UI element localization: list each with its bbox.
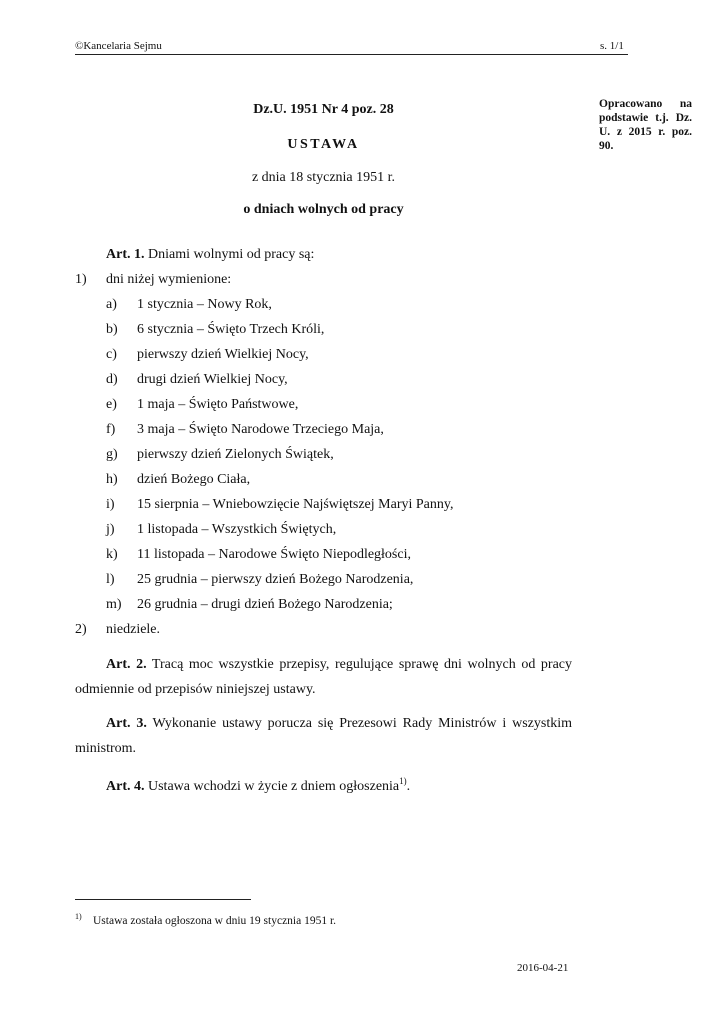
list-item-letter: c) xyxy=(106,347,117,362)
point-1-number: 1) xyxy=(75,272,87,287)
header-source: ©Kancelaria Sejmu xyxy=(75,40,162,52)
act-subject: o dniach wolnych od pracy xyxy=(243,202,404,217)
list-item-letter: e) xyxy=(106,397,117,412)
article-1-heading xyxy=(106,247,314,263)
footnote-text: Ustawa została ogłoszona w dniu 19 stycznia 1951 r. xyxy=(93,915,337,927)
list-item-letter: g) xyxy=(106,447,118,462)
list-item-text: 3 maja – Święto Narodowe Trzeciego Maja, xyxy=(137,422,384,437)
article-1-label: Art. 1. xyxy=(106,247,145,262)
point-2-number: 2) xyxy=(75,622,87,637)
header-rule xyxy=(75,54,628,55)
article-3-text: Wykonanie ustawy porucza się Prezesowi Rady Ministrów i wszystkim ministrom. xyxy=(75,716,572,756)
header-page-number: s. 1/1 xyxy=(600,40,624,52)
act-type: USTAWA xyxy=(287,137,360,152)
list-item-text: 26 grudnia – drugi dzień Bożego Narodzenia; xyxy=(137,597,393,612)
list-item-text: 11 listopada – Narodowe Święto Niepodległości, xyxy=(137,547,411,562)
article-1-text: Dniami wolnymi od pracy są: xyxy=(148,247,315,262)
list-item-text: 1 listopada – Wszystkich Świętych, xyxy=(137,522,337,537)
list-item-letter: f) xyxy=(106,422,116,437)
list-item-text: dzień Bożego Ciała, xyxy=(137,472,251,487)
list-item-letter: k) xyxy=(106,547,118,562)
list-item-letter: b) xyxy=(106,322,118,337)
list-item-text: pierwszy dzień Wielkiej Nocy, xyxy=(137,347,309,362)
list-item-letter: i) xyxy=(106,497,115,512)
article-4-end: . xyxy=(406,779,411,794)
list-item-text: 1 stycznia – Nowy Rok, xyxy=(137,297,272,312)
list-item-letter: a) xyxy=(106,297,117,312)
list-item-letter: j) xyxy=(106,522,115,537)
footnote-rule xyxy=(75,899,251,900)
article-2-text: Tracą moc wszystkie przepisy, regulujące sprawę dni wolnych od pracy odmiennie od przepisów niniejszej ustawy. xyxy=(75,657,573,697)
footnote-mark: 1) xyxy=(75,912,82,921)
article-3 xyxy=(75,711,572,761)
journal-reference: Dz.U. 1951 Nr 4 poz. 28 xyxy=(253,102,394,117)
article-3-label: Art. 3. xyxy=(106,716,147,731)
point-2-text: niedziele. xyxy=(106,622,161,637)
article-4-label: Art. 4. xyxy=(106,779,145,794)
list-item-letter: m) xyxy=(106,597,122,612)
article-2 xyxy=(75,652,572,702)
act-date: z dnia 18 stycznia 1951 r. xyxy=(251,170,396,185)
side-note: Opracowano na podstawie t.j. Dz. U. z 2015 r. poz. 90. xyxy=(599,98,692,152)
list-item-text: 25 grudnia – pierwszy dzień Bożego Narodzenia, xyxy=(137,572,414,587)
list-item-text: 15 sierpnia – Wniebowzięcie Najświętszej Maryi Panny, xyxy=(137,497,454,512)
article-4 xyxy=(75,769,572,799)
article-4-text: Ustawa wchodzi w życie z dniem ogłoszenia xyxy=(148,779,400,794)
list-item-text: pierwszy dzień Zielonych Świątek, xyxy=(137,447,334,462)
footnote-reference[interactable]: 1) xyxy=(399,776,407,786)
point-1-text: dni niżej wymienione: xyxy=(106,272,232,287)
list-item-text: drugi dzień Wielkiej Nocy, xyxy=(137,372,288,387)
list-item-text: 6 stycznia – Święto Trzech Króli, xyxy=(137,322,325,337)
list-item-letter: l) xyxy=(106,572,115,587)
list-item-letter: h) xyxy=(106,472,118,487)
footer-date: 2016-04-21 xyxy=(517,962,569,974)
list-item-letter: d) xyxy=(106,372,118,387)
list-item-text: 1 maja – Święto Państwowe, xyxy=(137,397,299,412)
article-2-label: Art. 2. xyxy=(106,657,147,672)
